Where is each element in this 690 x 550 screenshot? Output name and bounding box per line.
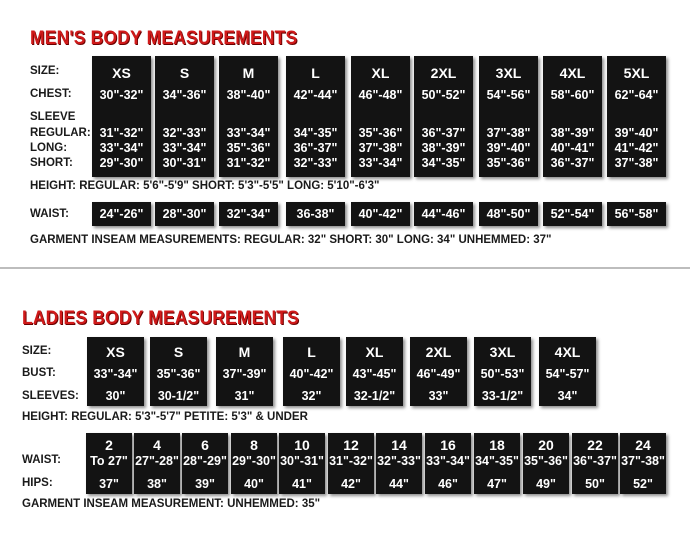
- ladies-hips-value: 40": [244, 477, 264, 491]
- mens-sleeve-short-value: 29"-30": [99, 156, 144, 170]
- mens-size-column: [219, 56, 278, 177]
- mens-size-column: [92, 56, 151, 177]
- mens-size-label: SIZE:: [30, 65, 60, 77]
- ladies-numeric-size-column: [376, 433, 422, 494]
- ladies-hips-value: 38": [147, 477, 167, 491]
- mens-regular-label: REGULAR:: [30, 127, 91, 139]
- mens-size-column: [414, 56, 473, 177]
- ladies-sleeves-value: 33-1/2": [481, 389, 524, 403]
- ladies-size-value: 3XL: [489, 344, 516, 360]
- ladies-numeric-size-column: [231, 433, 277, 494]
- ladies-hips-value: 41": [292, 477, 312, 491]
- ladies-bust-value: 35"-36": [156, 367, 201, 381]
- ladies-size-column: [346, 337, 403, 406]
- ladies-bust-value: 46"-49": [416, 367, 461, 381]
- ladies-size-column: [539, 337, 596, 406]
- ladies-waist-value: To 27": [90, 454, 128, 468]
- ladies-numeric-size-value: 4: [153, 437, 161, 453]
- ladies-hips-label: HIPS:: [22, 477, 53, 489]
- mens-chest-value: 62"-64": [614, 88, 659, 102]
- ladies-waist-value: 28"-29": [183, 454, 227, 468]
- ladies-numeric-size-column: [425, 433, 471, 494]
- ladies-numeric-size-column: [474, 433, 520, 494]
- ladies-size-column: [410, 337, 467, 406]
- mens-size-column: [607, 56, 666, 177]
- mens-waist-value: 36-38": [296, 207, 335, 221]
- mens-waist-box: [219, 202, 278, 226]
- ladies-numeric-size-column: [134, 433, 180, 494]
- mens-waist-value: 28"-30": [162, 207, 207, 221]
- ladies-hips-value: 37": [99, 477, 119, 491]
- mens-sleeve-regular-value: 32"-33": [162, 126, 207, 140]
- mens-sleeve-long-value: 41"-42": [614, 141, 659, 155]
- ladies-hips-value: 39": [195, 477, 215, 491]
- ladies-size-column: [87, 337, 144, 406]
- mens-waist-box: [479, 202, 538, 226]
- mens-waist-box: [286, 202, 345, 226]
- mens-waist-value: 56"-58": [614, 207, 659, 221]
- ladies-numeric-size-value: 8: [250, 437, 258, 453]
- ladies-numeric-size-value: 24: [635, 437, 651, 453]
- mens-waist-box: [351, 202, 410, 226]
- mens-sleeve-short-value: 35"-36": [486, 156, 531, 170]
- mens-waist-value: 52"-54": [550, 207, 595, 221]
- ladies-bust-label: BUST:: [22, 367, 56, 379]
- mens-size-value: XL: [371, 65, 390, 81]
- mens-sleeve-short-value: 33"-34": [358, 156, 403, 170]
- ladies-numeric-size-column: [523, 433, 569, 494]
- mens-chest-value: 50"-52": [421, 88, 466, 102]
- ladies-bust-value: 40"-42": [289, 367, 334, 381]
- ladies-title: LADIES BODY MEASUREMENTS: [22, 308, 300, 329]
- mens-inseam-note: GARMENT INSEAM MEASUREMENTS: REGULAR: 32" SHORT: 30" LONG: 34" UNHEMMED: 37": [30, 234, 552, 246]
- ladies-size-value: XL: [365, 344, 384, 360]
- mens-sleeve-short-value: 32"-33": [293, 156, 338, 170]
- mens-sleeve-regular-value: 35"-36": [358, 126, 403, 140]
- ladies-numeric-size-column: [572, 433, 618, 494]
- mens-chest-value: 38"-40": [226, 88, 271, 102]
- ladies-size-value: S: [173, 344, 184, 360]
- section-divider: [0, 267, 690, 269]
- ladies-hips-value: 52": [633, 477, 653, 491]
- mens-size-value: S: [179, 65, 190, 81]
- mens-sleeve-short-value: 37"-38": [614, 156, 659, 170]
- mens-sleeve-long-value: 38"-39": [421, 141, 466, 155]
- mens-waist-label: WAIST:: [30, 208, 69, 220]
- mens-height-note: HEIGHT: REGULAR: 5'6"-5'9" SHORT: 5'3"-5'5" LONG: 5'10"-6'3": [30, 180, 380, 192]
- mens-waist-value: 24"-26": [99, 207, 144, 221]
- mens-sleeve-long-value: 40"-41": [550, 141, 595, 155]
- mens-size-column: [155, 56, 214, 177]
- ladies-waist-label: WAIST:: [22, 454, 61, 466]
- mens-size-value: XS: [112, 65, 131, 81]
- ladies-sleeves-value: 30-1/2": [157, 389, 200, 403]
- mens-short-label: SHORT:: [30, 157, 73, 169]
- ladies-waist-value: 35"-36": [524, 454, 568, 468]
- ladies-sleeves-value: 32": [301, 389, 322, 403]
- ladies-numeric-size-column: [279, 433, 325, 494]
- ladies-numeric-size-value: 18: [489, 437, 505, 453]
- mens-chest-label: CHEST:: [30, 88, 72, 100]
- mens-sleeve-regular-value: 34"-35": [293, 126, 338, 140]
- ladies-waist-value: 29"-30": [232, 454, 276, 468]
- ladies-inseam-note: GARMENT INSEAM MEASUREMENT: UNHEMMED: 35": [22, 498, 321, 510]
- ladies-hips-value: 44": [389, 477, 409, 491]
- ladies-bust-value: 50"-53": [480, 367, 525, 381]
- ladies-hips-value: 47": [487, 477, 507, 491]
- mens-sleeve-long-value: 36"-37": [293, 141, 338, 155]
- ladies-waist-value: 31"-32": [329, 454, 373, 468]
- mens-waist-box: [155, 202, 214, 226]
- mens-size-column: [286, 56, 345, 177]
- ladies-sleeves-value: 32-1/2": [353, 389, 396, 403]
- ladies-sleeves-value: 30": [105, 389, 126, 403]
- mens-size-value: 2XL: [430, 65, 457, 81]
- mens-size-column: [543, 56, 602, 177]
- ladies-sleeves-value: 33": [428, 389, 449, 403]
- ladies-bust-value: 54"-57": [545, 367, 590, 381]
- mens-title: MEN'S BODY MEASUREMENTS: [30, 28, 298, 49]
- ladies-hips-value: 46": [438, 477, 458, 491]
- mens-waist-value: 44"-46": [421, 207, 466, 221]
- ladies-size-value: XS: [106, 344, 125, 360]
- mens-waist-box: [92, 202, 151, 226]
- ladies-sleeves-value: 31": [234, 389, 255, 403]
- ladies-numeric-size-value: 20: [538, 437, 554, 453]
- ladies-numeric-size-value: 16: [440, 437, 456, 453]
- ladies-waist-value: 33"-34": [426, 454, 470, 468]
- ladies-waist-value: 27"-28": [135, 454, 179, 468]
- ladies-bust-value: 37"-39": [222, 367, 267, 381]
- ladies-numeric-size-value: 14: [391, 437, 407, 453]
- mens-sleeve-long-value: 39"-40": [486, 141, 531, 155]
- mens-size-value: L: [311, 65, 320, 81]
- ladies-size-value: M: [238, 344, 251, 360]
- ladies-waist-value: 34"-35": [475, 454, 519, 468]
- mens-sleeve-short-value: 31"-32": [226, 156, 271, 170]
- ladies-height-note: HEIGHT: REGULAR: 5'3"-5'7" PETITE: 5'3" & UNDER: [22, 411, 308, 423]
- ladies-waist-value: 37"-38": [621, 454, 665, 468]
- ladies-numeric-size-value: 6: [201, 437, 209, 453]
- mens-sleeve-label: SLEEVE: [30, 111, 76, 123]
- ladies-waist-value: 30"-31": [280, 454, 324, 468]
- mens-sleeve-regular-value: 39"-40": [614, 126, 659, 140]
- ladies-size-column: [216, 337, 273, 406]
- mens-sleeve-regular-value: 31"-32": [99, 126, 144, 140]
- mens-waist-box: [607, 202, 666, 226]
- mens-size-column: [479, 56, 538, 177]
- ladies-sleeves-value: 34": [557, 389, 578, 403]
- mens-sleeve-long-value: 37"-38": [358, 141, 403, 155]
- mens-chest-value: 58"-60": [550, 88, 595, 102]
- mens-size-value: 3XL: [495, 65, 522, 81]
- mens-waist-value: 40"-42": [358, 207, 403, 221]
- ladies-numeric-size-value: 10: [294, 437, 310, 453]
- ladies-waist-value: 32"-33": [377, 454, 421, 468]
- ladies-numeric-size-column: [182, 433, 228, 494]
- mens-sleeve-short-value: 30"-31": [162, 156, 207, 170]
- ladies-size-value: 2XL: [425, 344, 452, 360]
- mens-sleeve-long-value: 35"-36": [226, 141, 271, 155]
- ladies-numeric-size-value: 2: [105, 437, 113, 453]
- ladies-size-label: SIZE:: [22, 345, 52, 357]
- mens-sleeve-long-value: 33"-34": [162, 141, 207, 155]
- mens-chest-value: 30"-32": [99, 88, 144, 102]
- mens-size-value: M: [242, 65, 255, 81]
- ladies-hips-value: 42": [341, 477, 361, 491]
- ladies-numeric-size-value: 12: [343, 437, 359, 453]
- mens-waist-value: 32"-34": [226, 207, 271, 221]
- ladies-size-column: [150, 337, 207, 406]
- ladies-size-value: L: [307, 344, 316, 360]
- mens-sleeve-short-value: 34"-35": [421, 156, 466, 170]
- mens-size-value: 5XL: [623, 65, 650, 81]
- ladies-size-column: [474, 337, 531, 406]
- mens-waist-value: 48"-50": [486, 207, 531, 221]
- ladies-size-column: [283, 337, 340, 406]
- mens-sleeve-short-value: 36"-37": [550, 156, 595, 170]
- mens-sleeve-regular-value: 37"-38": [486, 126, 531, 140]
- ladies-numeric-size-column: [620, 433, 666, 494]
- mens-chest-value: 42"-44": [293, 88, 338, 102]
- mens-sleeve-regular-value: 36"-37": [421, 126, 466, 140]
- mens-chest-value: 46"-48": [358, 88, 403, 102]
- ladies-bust-value: 33"-34": [93, 367, 138, 381]
- ladies-numeric-size-column: [328, 433, 374, 494]
- mens-size-column: [351, 56, 410, 177]
- mens-sleeve-regular-value: 33"-34": [226, 126, 271, 140]
- ladies-numeric-size-value: 22: [587, 437, 603, 453]
- ladies-numeric-size-column: [86, 433, 132, 494]
- mens-sleeve-long-value: 33"-34": [99, 141, 144, 155]
- ladies-sleeves-label: SLEEVES:: [22, 390, 79, 402]
- mens-waist-box: [414, 202, 473, 226]
- ladies-hips-value: 50": [585, 477, 605, 491]
- mens-size-value: 4XL: [559, 65, 586, 81]
- mens-chest-value: 54"-56": [486, 88, 531, 102]
- ladies-hips-value: 49": [536, 477, 556, 491]
- ladies-size-value: 4XL: [554, 344, 581, 360]
- mens-long-label: LONG:: [30, 142, 68, 154]
- mens-sleeve-regular-value: 38"-39": [550, 126, 595, 140]
- ladies-waist-value: 36"-37": [573, 454, 617, 468]
- ladies-bust-value: 43"-45": [352, 367, 397, 381]
- mens-chest-value: 34"-36": [162, 88, 207, 102]
- mens-waist-box: [543, 202, 602, 226]
